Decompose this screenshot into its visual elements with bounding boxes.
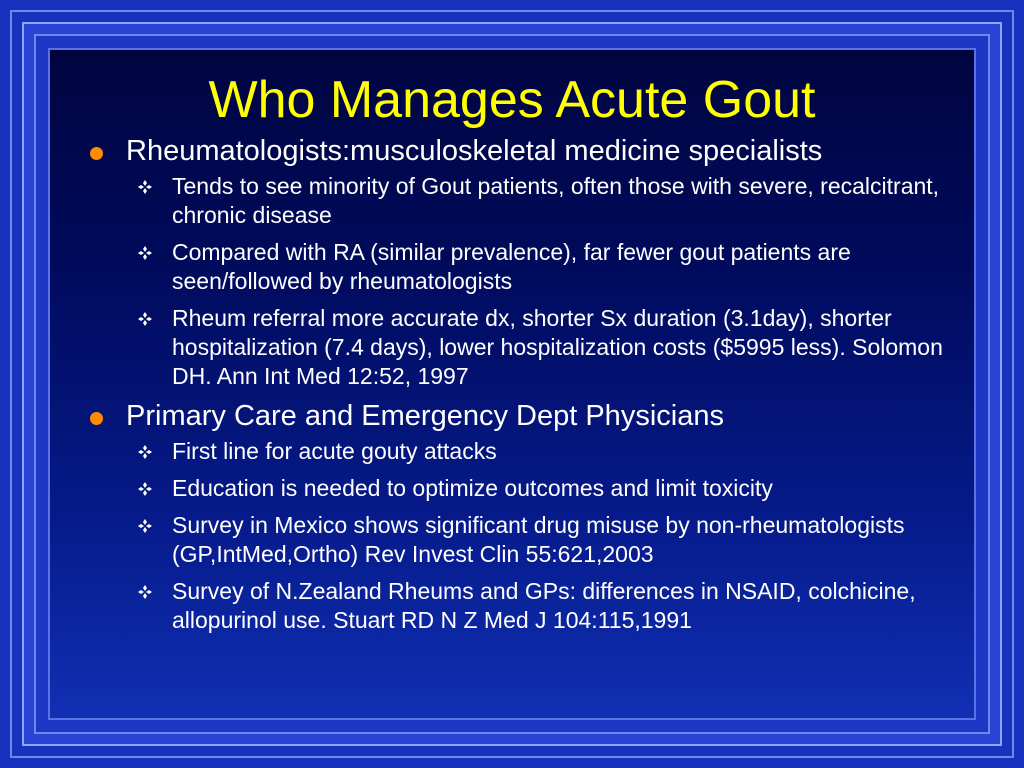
sub-bullet-list [126,437,984,635]
sub-bullet-text: Compared with RA (similar prevalence), far fewer gout patients are seen/followed by rheumatologists [172,239,851,294]
sub-bullet-text: Survey of N.Zealand Rheums and GPs: differences in NSAID, colchicine, allopurinol use. Stuart RD N Z Med J 104:115,1991 [172,578,916,633]
four-diamond-bullet-icon [138,246,152,260]
sub-bullet-item [126,304,984,391]
four-diamond-bullet-icon [138,180,152,194]
four-diamond-bullet-icon [138,519,152,533]
sub-bullet-text: Rheum referral more accurate dx, shorter Sx duration (3.1day), shorter hospitalization (7.4 days), lower hospitalization costs ($5995 less). Solomon DH. Ann Int Med 12:52, 1997 [172,305,943,389]
sub-bullet-text: First line for acute gouty attacks [172,438,497,464]
sub-bullet-item [126,511,984,569]
sub-bullet-item [126,437,984,466]
sub-bullet-item [126,238,984,296]
bullet-level1-rheumatologists [84,134,984,391]
sub-bullet-list [126,172,984,391]
bullet-level1-text: Primary Care and Emergency Dept Physicians [126,400,724,432]
sub-bullet-text: Survey in Mexico shows significant drug misuse by non-rheumatologists (GP,IntMed,Ortho) Rev Invest Clin 55:621,2003 [172,512,905,567]
sub-bullet-item [126,577,984,635]
bullet-level1-text: Rheumatologists:musculoskeletal medicine specialists [126,135,823,167]
sub-bullet-item [126,172,984,230]
slide-title: Who Manages Acute Gout [208,71,816,129]
four-diamond-bullet-icon [138,312,152,326]
circle-bullet-icon [90,147,103,160]
sub-bullet-text: Education is needed to optimize outcomes and limit toxicity [172,475,773,501]
sub-bullet-item [126,474,984,503]
bullet-list [84,134,984,643]
four-diamond-bullet-icon [138,585,152,599]
bullet-level1-primary-care [84,399,984,635]
circle-bullet-icon [90,412,103,425]
four-diamond-bullet-icon [138,445,152,459]
four-diamond-bullet-icon [138,482,152,496]
sub-bullet-text: Tends to see minority of Gout patients, often those with severe, recalcitrant, chronic disease [172,173,940,228]
